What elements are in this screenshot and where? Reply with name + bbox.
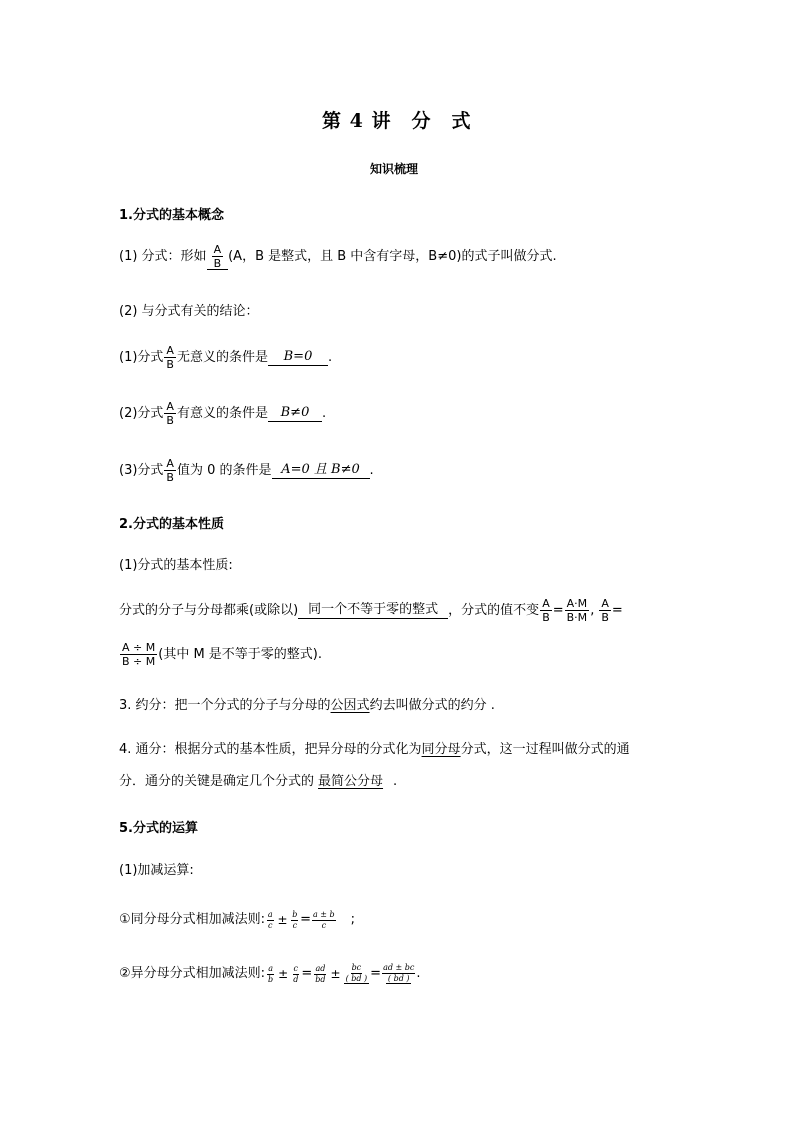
fraction-numerator: A <box>601 597 609 610</box>
conclusion-1-text: 无意义的条件是 <box>176 349 268 365</box>
fraction-denominator: B <box>166 414 174 427</box>
fraction-denominator: c <box>268 920 273 930</box>
fraction-a-div-m-over-b-div-m <box>120 642 157 667</box>
page-title: 第 4 讲 分 式 <box>322 110 472 132</box>
plus-minus-sign: ± <box>330 967 341 981</box>
definition-line <box>119 244 557 270</box>
reduction-line <box>119 696 495 716</box>
fraction-denominator: c <box>292 920 298 930</box>
fraction-denominator: B <box>166 358 174 371</box>
property-suffix: (其中 M 是不等于零的整式). <box>158 646 323 662</box>
definition-suffix: (A，B 是整式，且 B 中含有字母，B≠0)的式子叫做分式. <box>228 249 557 264</box>
fraction-numerator: A·M <box>566 597 588 610</box>
conclusion-2-answer: B≠0 <box>268 405 322 422</box>
fraction-bc-over-bd <box>344 964 370 984</box>
fraction-numerator: A <box>213 243 222 256</box>
fraction-denominator: bd <box>315 974 326 984</box>
plus-minus-sign: ± <box>277 913 288 927</box>
fraction-a-over-b <box>540 598 552 623</box>
reduction-answer: 公因式 <box>330 698 370 713</box>
conclusion-3-answer: A=0 且 B≠0 <box>272 462 370 479</box>
conclusion-2 <box>119 401 326 426</box>
fraction-denominator: B ÷ M <box>122 655 156 668</box>
fraction-numerator: A <box>542 597 550 610</box>
rule-1-end: ; <box>350 912 356 927</box>
fraction-numerator: A ÷ M <box>122 641 156 654</box>
fraction-numerator: A <box>166 344 174 357</box>
equals-sign: = <box>370 966 382 981</box>
equals-sign: = <box>300 912 311 927</box>
fraction-numerator: a <box>268 963 273 973</box>
comma: , <box>590 602 595 618</box>
definition-fraction-blank <box>207 244 229 270</box>
page-subtitle: 知识梳理 <box>370 162 419 176</box>
section-1-heading: 1.分式的基本概念 <box>119 208 224 223</box>
reduction-suffix: 约去叫做分式的约分 . <box>369 698 495 713</box>
property-answer: 同一个不等于零的整式 <box>298 602 448 619</box>
fraction-numerator: a <box>267 909 273 919</box>
fraction-numerator: ad ± bc <box>383 963 415 972</box>
conclusions-intro: (2) 与分式有关的结论： <box>119 304 259 319</box>
fraction-b-over-c <box>291 911 299 930</box>
conclusion-1-prefix: (1)分式 <box>119 349 164 365</box>
fraction-denominator-blank: ( bd ) <box>345 974 368 983</box>
common-denominator-key-prefix: 分．通分的关键是确定几个分式的 <box>119 774 315 789</box>
fraction-am-over-bm <box>565 598 590 623</box>
fraction-numerator: ad <box>315 963 326 973</box>
rule-different-denominator <box>119 964 420 984</box>
fraction-a-over-b <box>599 598 611 623</box>
common-denominator-line-2 <box>119 772 397 792</box>
fraction-denominator-blank: ( bd ) <box>387 974 410 983</box>
conclusion-3 <box>119 458 374 483</box>
fraction-denominator: B·M <box>566 611 588 624</box>
property-mid: ，分式的值不变 <box>448 602 540 618</box>
property-line-1 <box>119 598 623 623</box>
conclusion-1-end: . <box>327 349 333 365</box>
fraction-a-over-c <box>266 911 274 930</box>
rule-2-end: . <box>416 966 421 981</box>
common-denominator-suffix: 分式，这一过程叫做分式的通 <box>460 742 630 757</box>
conclusion-3-prefix: (3)分式 <box>119 462 164 478</box>
fraction-c-over-d <box>291 965 300 984</box>
conclusion-2-end: . <box>321 405 327 421</box>
equals-sign: = <box>301 966 313 981</box>
conclusion-2-text: 有意义的条件是 <box>176 405 268 421</box>
fraction-a-pm-b-over-c <box>312 911 336 930</box>
fraction-a-over-b <box>212 244 224 269</box>
fraction-numerator: b <box>292 909 298 919</box>
common-denominator-line-1 <box>119 740 630 760</box>
fraction-denominator: B <box>166 471 174 484</box>
fraction-a-over-b <box>164 458 176 483</box>
fraction-denominator: B <box>542 611 550 624</box>
rule-1-prefix: ①同分母分式相加减法则: <box>119 912 266 927</box>
fraction-numerator: bc <box>351 963 362 972</box>
common-denominator-answer: 同分母 <box>421 742 461 757</box>
section-5-heading: 5.分式的运算 <box>119 821 198 836</box>
add-subtract-intro: (1)加减运算: <box>119 863 194 878</box>
fraction-ad-over-bd <box>313 965 327 984</box>
fraction-ad-pm-bc-over-bd <box>382 964 415 984</box>
definition-prefix: (1) 分式：形如 <box>119 249 207 264</box>
fraction-denominator: d <box>293 974 299 984</box>
reduction-prefix: 3. 约分：把一个分式的分子与分母的 <box>119 698 331 713</box>
fraction-denominator: b <box>268 974 274 984</box>
fraction-denominator: c <box>321 920 327 930</box>
conclusion-1-answer: B=0 <box>268 349 328 366</box>
equals-sign: = <box>611 602 623 618</box>
plus-minus-sign: ± <box>278 967 289 981</box>
rule-2-prefix: ②异分母分式相加减法则: <box>119 966 266 981</box>
fraction-a-over-b <box>266 965 275 984</box>
property-line-2 <box>119 642 322 667</box>
fraction-a-over-b <box>164 345 176 370</box>
fraction-denominator: B <box>213 257 222 270</box>
fraction-numerator: A <box>166 457 174 470</box>
fraction-numerator: a ± b <box>312 909 335 919</box>
property-prefix: 分式的分子与分母都乘(或除以) <box>119 602 299 618</box>
equals-sign: = <box>552 602 564 618</box>
conclusion-3-end: . <box>369 462 374 478</box>
common-denominator-key-end: . <box>393 774 398 789</box>
common-denominator-key-answer: 最简公分母 <box>318 774 384 789</box>
section-2-heading: 2.分式的基本性质 <box>119 517 224 532</box>
common-denominator-prefix: 4. 通分：根据分式的基本性质，把异分母的分式化为 <box>119 742 422 757</box>
fraction-denominator: B <box>601 611 609 624</box>
conclusion-1 <box>119 345 332 370</box>
fraction-a-over-b <box>164 401 176 426</box>
property-intro: (1)分式的基本性质: <box>119 558 233 573</box>
fraction-numerator: c <box>293 963 299 973</box>
conclusion-3-text: 值为 0 的条件是 <box>176 462 272 478</box>
fraction-numerator: A <box>166 400 174 413</box>
rule-same-denominator <box>119 910 355 930</box>
conclusion-2-prefix: (2)分式 <box>119 405 164 421</box>
